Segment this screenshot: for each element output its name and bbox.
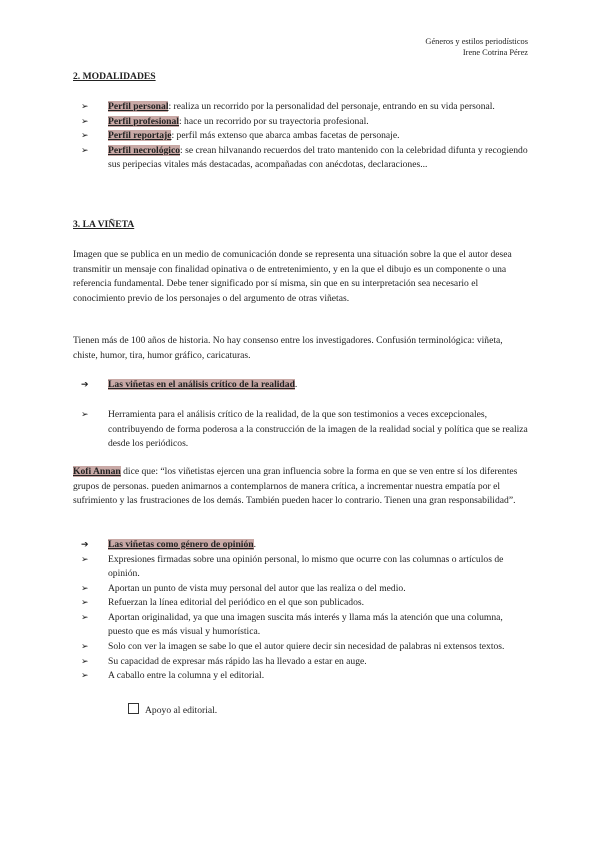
arrowhead-bullet-icon: ➢: [81, 655, 89, 666]
arrowhead-bullet-icon: ➢: [81, 130, 89, 141]
arrowhead-bullet-icon: ➢: [81, 409, 89, 419]
list-item: [73, 129, 528, 144]
arrowhead-bullet-icon: ➢: [81, 144, 89, 155]
list-item: [73, 611, 528, 640]
list-item-text: Herramienta para el análisis crítico de la realidad, de la que son testimonios a veces excepcionales, contribuyendo de forma poderosa a la construcción de la imagen de la realidad social y política que se realiza desde los periódicos.: [108, 409, 528, 450]
list-item: [73, 582, 528, 597]
page-header: [425, 36, 528, 59]
subsection-1-title: Las viñetas en el análisis crítico de la realidad: [108, 379, 295, 390]
title-period: .: [294, 379, 298, 390]
subsection-2-title-item: [73, 538, 528, 553]
list-item-text: Refuerzan la línea editorial del periódico en el que son publicados.: [108, 597, 365, 609]
list-item-text: Aportan originalidad, ya que una imagen suscita más interés y llama más la atención que una columna, puesto que es más visual y humorística.: [108, 611, 503, 638]
arrowhead-bullet-icon: ➢: [81, 115, 89, 126]
quote-author: Kofi Annan: [73, 466, 121, 477]
quote-paragraph: [73, 465, 528, 509]
list-item: [73, 640, 528, 655]
term-highlight: Perfil reportaje: [108, 130, 172, 142]
subsection-1-list: [73, 378, 528, 393]
list-item: [73, 655, 528, 670]
term-description: : hace un recorrido por su trayectoria profesional.: [178, 115, 369, 127]
list-item-text: Aportan un punto de vista muy personal del autor que las realiza o del medio.: [108, 582, 406, 594]
subsection-1-title-item: [73, 378, 528, 393]
subsection-1-body: [73, 408, 528, 452]
right-arrow-icon: ➔: [81, 539, 89, 549]
list-item: [73, 408, 528, 452]
term-highlight: Perfil profesional: [108, 115, 179, 127]
arrowhead-bullet-icon: ➢: [81, 597, 89, 608]
checkbox-icon: [128, 703, 139, 714]
arrowhead-bullet-icon: ➢: [81, 670, 89, 681]
term-description: : se crean hilvanando recuerdos del trato mantenido con la celebridad difunta y recogiendo sus peripecias vitales más destacadas, acompañadas con anécdotas, declaraciones...: [108, 144, 528, 171]
arrowhead-bullet-icon: ➢: [81, 101, 89, 111]
arrowhead-bullet-icon: ➢: [81, 553, 89, 564]
list-item: [73, 144, 528, 173]
subsection-2-list: [73, 538, 528, 684]
quote-text: dice que: “los viñetistas ejercen una gran influencia sobre la forma en que se ven entre sí los diferentes grupos de personas. pueden animarnos a contemplarnos de manera crítica, a incrementar nuestra empatía por el sufrimiento y las frustraciones de los demás. También pueden hacer lo contrario. Tienen una gran responsabilidad”.: [73, 466, 518, 507]
list-item: [73, 100, 528, 115]
arrowhead-bullet-icon: ➢: [81, 641, 89, 652]
arrowhead-bullet-icon: ➢: [81, 582, 89, 593]
header-course: Géneros y estilos periodísticos: [425, 37, 528, 46]
list-item: [73, 596, 528, 611]
subsection-1: [73, 378, 528, 393]
term-description: : perfil más extenso que abarca ambas facetas de personaje.: [171, 130, 400, 142]
term-highlight: Perfil personal: [108, 101, 169, 112]
list-item: [73, 115, 528, 130]
modalidades-list-block: [73, 100, 528, 173]
section-2-title: 2. MODALIDADES: [73, 71, 156, 82]
list-item-text: Su capacidad de expresar más rápido las ha llevado a estar en auge.: [108, 655, 367, 667]
list-item: [73, 553, 528, 582]
list-item: [73, 669, 528, 684]
list-item-text: Solo con ver la imagen se sabe lo que el autor quiere decir sin necesidad de palabras ni extensos textos.: [108, 641, 505, 653]
subsection-1-items: [73, 408, 528, 452]
term-highlight: Perfil necrológico: [108, 144, 181, 156]
subsection-2: [73, 538, 528, 684]
modalidades-list: [73, 100, 528, 173]
term-description: : realiza un recorrido por la personalidad del personaje, entrando en su vida personal.: [168, 101, 495, 112]
title-period: .: [253, 539, 257, 550]
section-3-title: 3. LA VIÑETA: [73, 219, 135, 230]
nested-list-item: [128, 703, 217, 719]
header-author: Irene Cotrina Pérez: [462, 48, 528, 58]
list-item-text: Expresiones firmadas sobre una opinión personal, lo mismo que ocurre con las columnas o artículos de opinión.: [108, 553, 504, 580]
arrowhead-bullet-icon: ➢: [81, 611, 89, 622]
history-paragraph: Tienen más de 100 años de historia. No hay consenso entre los investigadores. Confusión terminológica: viñeta, chiste, humor, tira, humor gráfico, caricaturas.: [73, 335, 503, 361]
subsection-2-title: Las viñetas como género de opinión: [108, 539, 254, 550]
definition-paragraph: Imagen que se publica en un medio de comunicación donde se representa una situación sobre la que el autor desea transmitir un mensaje con finalidad opinativa o de entretenimiento, y en la que el dibujo es un componente o una referencia fundamental. Debe tener significado por sí misma, sin que en su interpretación sea necesario el conocimiento previo de los personajes o del argumento de otras viñetas.: [73, 249, 512, 304]
list-item-text: A caballo entre la columna y el editorial.: [108, 670, 265, 682]
nested-item-text: Apoyo al editorial.: [145, 705, 218, 716]
right-arrow-icon: ➔: [81, 379, 89, 389]
